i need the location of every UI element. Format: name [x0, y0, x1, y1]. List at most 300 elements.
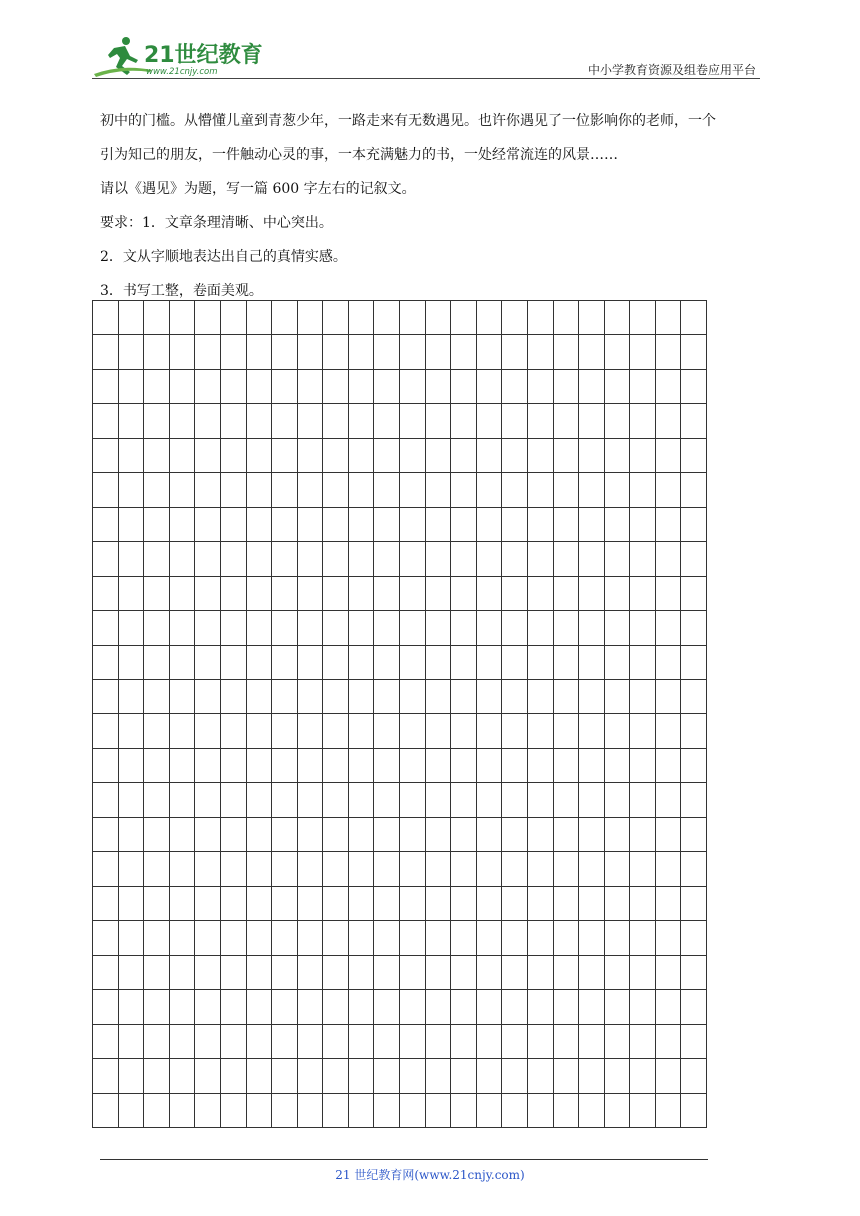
grid-cell	[630, 887, 656, 921]
grid-cell	[272, 335, 298, 369]
grid-cell	[272, 852, 298, 886]
grid-cell	[247, 301, 273, 335]
grid-cell	[195, 473, 221, 507]
grid-cell	[681, 404, 707, 438]
grid-cell	[374, 749, 400, 783]
grid-cell	[426, 990, 452, 1024]
grid-cell	[477, 646, 503, 680]
grid-cell	[170, 714, 196, 748]
grid-cell	[528, 956, 554, 990]
grid-cell	[221, 783, 247, 817]
grid-cell	[170, 956, 196, 990]
grid-cell	[374, 818, 400, 852]
prompt-line: 引为知己的朋友，一件触动心灵的事，一本充满魅力的书，一处经常流连的风景……	[100, 147, 618, 163]
grid-cell	[656, 714, 682, 748]
grid-cell	[656, 956, 682, 990]
grid-cell	[426, 611, 452, 645]
grid-cell	[119, 921, 145, 955]
grid-cell	[374, 508, 400, 542]
grid-cell	[349, 783, 375, 817]
grid-cell	[400, 818, 426, 852]
grid-cell	[349, 473, 375, 507]
grid-cell	[426, 542, 452, 576]
grid-cell	[323, 1025, 349, 1059]
grid-cell	[349, 852, 375, 886]
grid-cell	[605, 301, 631, 335]
grid-cell	[170, 577, 196, 611]
grid-cell	[272, 818, 298, 852]
grid-cell	[656, 577, 682, 611]
grid-cell	[656, 749, 682, 783]
grid-cell	[323, 301, 349, 335]
grid-cell	[221, 887, 247, 921]
grid-cell	[221, 473, 247, 507]
grid-cell	[323, 887, 349, 921]
grid-cell	[528, 921, 554, 955]
grid-cell	[119, 439, 145, 473]
grid-cell	[579, 370, 605, 404]
grid-cell	[119, 887, 145, 921]
grid-cell	[221, 818, 247, 852]
grid-cell	[528, 508, 554, 542]
grid-cell	[400, 577, 426, 611]
grid-cell	[119, 749, 145, 783]
grid-cell	[656, 611, 682, 645]
grid-cell	[170, 887, 196, 921]
grid-cell	[93, 404, 119, 438]
grid-cell	[426, 439, 452, 473]
grid-cell	[170, 1059, 196, 1093]
grid-cell	[605, 370, 631, 404]
grid-cell	[93, 335, 119, 369]
grid-cell	[170, 508, 196, 542]
grid-cell	[221, 335, 247, 369]
grid-cell	[528, 887, 554, 921]
grid-cell	[400, 990, 426, 1024]
grid-cell	[528, 852, 554, 886]
grid-cell	[221, 990, 247, 1024]
grid-cell	[144, 921, 170, 955]
grid-cell	[656, 335, 682, 369]
grid-cell	[400, 680, 426, 714]
grid-cell	[630, 956, 656, 990]
grid-cell	[298, 1059, 324, 1093]
grid-cell	[681, 439, 707, 473]
grid-cell	[272, 956, 298, 990]
grid-cell	[272, 783, 298, 817]
grid-cell	[93, 611, 119, 645]
grid-cell	[605, 818, 631, 852]
grid-cell	[195, 680, 221, 714]
grid-cell	[93, 646, 119, 680]
grid-cell	[656, 301, 682, 335]
grid-cell	[630, 818, 656, 852]
grid-cell	[630, 439, 656, 473]
grid-cell	[374, 1094, 400, 1128]
grid-cell	[681, 1094, 707, 1128]
grid-cell	[579, 714, 605, 748]
grid-cell	[144, 887, 170, 921]
grid-cell	[656, 921, 682, 955]
grid-cell	[93, 990, 119, 1024]
grid-cell	[93, 818, 119, 852]
grid-cell	[247, 370, 273, 404]
grid-cell	[170, 783, 196, 817]
grid-cell	[349, 956, 375, 990]
grid-cell	[349, 646, 375, 680]
grid-cell	[426, 749, 452, 783]
grid-cell	[451, 1059, 477, 1093]
grid-cell	[170, 1025, 196, 1059]
grid-cell	[630, 508, 656, 542]
grid-cell	[477, 404, 503, 438]
grid-cell	[630, 335, 656, 369]
grid-cell	[451, 335, 477, 369]
grid-cell	[195, 714, 221, 748]
grid-cell	[272, 473, 298, 507]
grid-cell	[426, 714, 452, 748]
grid-cell	[221, 301, 247, 335]
grid-cell	[323, 439, 349, 473]
grid-cell	[605, 473, 631, 507]
grid-cell	[323, 370, 349, 404]
grid-cell	[502, 783, 528, 817]
grid-cell	[272, 680, 298, 714]
grid-cell	[170, 852, 196, 886]
grid-cell	[451, 577, 477, 611]
grid-cell	[502, 335, 528, 369]
grid-cell	[528, 990, 554, 1024]
grid-cell	[502, 439, 528, 473]
grid-cell	[630, 1059, 656, 1093]
grid-cell	[605, 887, 631, 921]
grid-cell	[426, 370, 452, 404]
grid-cell	[119, 473, 145, 507]
grid-cell	[400, 1059, 426, 1093]
logo-text: 21世纪教育	[144, 43, 263, 68]
grid-cell	[93, 508, 119, 542]
question-text	[100, 104, 764, 308]
grid-cell	[681, 646, 707, 680]
grid-cell	[528, 1059, 554, 1093]
grid-cell	[247, 714, 273, 748]
grid-cell	[272, 1094, 298, 1128]
grid-cell	[323, 714, 349, 748]
grid-cell	[272, 1025, 298, 1059]
grid-cell	[170, 473, 196, 507]
grid-cell	[298, 680, 324, 714]
grid-cell	[451, 439, 477, 473]
grid-cell	[477, 611, 503, 645]
grid-cell	[272, 1059, 298, 1093]
grid-cell	[144, 1094, 170, 1128]
task-line: 请以《遇见》为题，写一篇 600 字左右的记叙文。	[100, 181, 416, 197]
grid-cell	[323, 1059, 349, 1093]
grid-cell	[221, 1094, 247, 1128]
grid-cell	[298, 577, 324, 611]
grid-cell	[426, 921, 452, 955]
grid-cell	[119, 404, 145, 438]
logo-url: www.21cnjy.com	[146, 67, 218, 77]
grid-cell	[630, 301, 656, 335]
grid-cell	[502, 508, 528, 542]
grid-cell	[119, 646, 145, 680]
grid-cell	[477, 301, 503, 335]
grid-cell	[681, 542, 707, 576]
grid-cell	[247, 404, 273, 438]
grid-cell	[298, 887, 324, 921]
header-divider	[92, 78, 760, 79]
grid-cell	[400, 301, 426, 335]
grid-cell	[451, 956, 477, 990]
grid-cell	[221, 1025, 247, 1059]
grid-cell	[681, 680, 707, 714]
grid-cell	[656, 508, 682, 542]
grid-cell	[528, 335, 554, 369]
grid-cell	[605, 749, 631, 783]
grid-cell	[374, 335, 400, 369]
grid-cell	[144, 714, 170, 748]
grid-cell	[554, 508, 580, 542]
grid-cell	[144, 646, 170, 680]
grid-cell	[323, 473, 349, 507]
grid-cell	[528, 680, 554, 714]
grid-cell	[374, 577, 400, 611]
grid-cell	[477, 749, 503, 783]
grid-cell	[298, 404, 324, 438]
grid-cell	[170, 611, 196, 645]
grid-cell	[221, 508, 247, 542]
grid-cell	[451, 714, 477, 748]
grid-cell	[426, 818, 452, 852]
grid-cell	[247, 646, 273, 680]
grid-cell	[247, 1025, 273, 1059]
grid-cell	[630, 577, 656, 611]
grid-cell	[298, 852, 324, 886]
grid-cell	[681, 749, 707, 783]
grid-cell	[247, 818, 273, 852]
grid-cell	[579, 818, 605, 852]
grid-cell	[119, 370, 145, 404]
grid-cell	[630, 852, 656, 886]
grid-cell	[451, 852, 477, 886]
grid-cell	[605, 646, 631, 680]
grid-cell	[502, 680, 528, 714]
grid-cell	[579, 577, 605, 611]
grid-cell	[579, 921, 605, 955]
grid-cell	[144, 335, 170, 369]
grid-cell	[221, 852, 247, 886]
grid-cell	[400, 921, 426, 955]
writing-grid	[92, 300, 707, 1128]
grid-cell	[298, 990, 324, 1024]
grid-cell	[451, 542, 477, 576]
grid-cell	[681, 921, 707, 955]
grid-cell	[681, 783, 707, 817]
grid-cell	[93, 439, 119, 473]
grid-cell	[144, 301, 170, 335]
grid-cell	[93, 749, 119, 783]
grid-cell	[681, 577, 707, 611]
grid-cell	[528, 714, 554, 748]
grid-cell	[451, 473, 477, 507]
grid-cell	[170, 301, 196, 335]
grid-cell	[323, 749, 349, 783]
grid-cell	[630, 783, 656, 817]
grid-cell	[477, 956, 503, 990]
grid-cell	[349, 680, 375, 714]
grid-cell	[298, 370, 324, 404]
grid-cell	[349, 370, 375, 404]
grid-cell	[195, 542, 221, 576]
grid-cell	[93, 542, 119, 576]
grid-cell	[221, 370, 247, 404]
grid-cell	[554, 818, 580, 852]
grid-cell	[144, 1025, 170, 1059]
grid-cell	[477, 852, 503, 886]
grid-cell	[323, 818, 349, 852]
grid-cell	[477, 990, 503, 1024]
grid-cell	[451, 783, 477, 817]
grid-cell	[144, 956, 170, 990]
grid-cell	[426, 473, 452, 507]
grid-cell	[630, 921, 656, 955]
grid-cell	[272, 646, 298, 680]
grid-cell	[195, 370, 221, 404]
grid-cell	[554, 542, 580, 576]
grid-cell	[298, 749, 324, 783]
grid-cell	[528, 473, 554, 507]
grid-cell	[579, 508, 605, 542]
grid-cell	[400, 646, 426, 680]
grid-cell	[323, 404, 349, 438]
grid-cell	[554, 956, 580, 990]
grid-cell	[374, 439, 400, 473]
grid-cell	[451, 1025, 477, 1059]
grid-cell	[93, 1025, 119, 1059]
grid-cell	[426, 887, 452, 921]
grid-cell	[272, 508, 298, 542]
grid-cell	[502, 1025, 528, 1059]
grid-cell	[400, 404, 426, 438]
grid-cell	[579, 404, 605, 438]
grid-cell	[681, 611, 707, 645]
grid-cell	[528, 370, 554, 404]
grid-cell	[195, 990, 221, 1024]
grid-cell	[426, 1059, 452, 1093]
grid-cell	[502, 714, 528, 748]
grid-cell	[630, 370, 656, 404]
grid-cell	[681, 1059, 707, 1093]
grid-cell	[170, 749, 196, 783]
grid-cell	[502, 1059, 528, 1093]
grid-cell	[426, 852, 452, 886]
grid-cell	[528, 749, 554, 783]
grid-cell	[400, 439, 426, 473]
grid-cell	[93, 714, 119, 748]
grid-cell	[298, 646, 324, 680]
grid-cell	[247, 473, 273, 507]
grid-cell	[681, 1025, 707, 1059]
grid-cell	[119, 714, 145, 748]
grid-cell	[681, 852, 707, 886]
grid-cell	[144, 680, 170, 714]
grid-cell	[451, 921, 477, 955]
grid-cell	[579, 301, 605, 335]
grid-cell	[579, 1059, 605, 1093]
grid-cell	[221, 921, 247, 955]
grid-cell	[195, 783, 221, 817]
grid-cell	[298, 921, 324, 955]
grid-cell	[477, 439, 503, 473]
grid-cell	[170, 404, 196, 438]
grid-cell	[528, 818, 554, 852]
grid-cell	[221, 680, 247, 714]
grid-cell	[93, 921, 119, 955]
grid-cell	[656, 1025, 682, 1059]
grid-cell	[605, 990, 631, 1024]
grid-cell	[195, 508, 221, 542]
grid-cell	[170, 990, 196, 1024]
grid-cell	[349, 714, 375, 748]
grid-cell	[579, 956, 605, 990]
grid-cell	[426, 508, 452, 542]
grid-cell	[579, 887, 605, 921]
grid-cell	[298, 473, 324, 507]
grid-cell	[605, 577, 631, 611]
grid-cell	[298, 508, 324, 542]
grid-cell	[451, 370, 477, 404]
grid-cell	[144, 749, 170, 783]
grid-cell	[426, 335, 452, 369]
grid-cell	[221, 611, 247, 645]
grid-cell	[374, 1025, 400, 1059]
grid-cell	[374, 783, 400, 817]
grid-cell	[119, 577, 145, 611]
grid-cell	[554, 680, 580, 714]
grid-cell	[323, 611, 349, 645]
grid-cell	[374, 921, 400, 955]
grid-cell	[554, 439, 580, 473]
grid-cell	[554, 921, 580, 955]
grid-cell	[502, 1094, 528, 1128]
grid-cell	[502, 577, 528, 611]
grid-cell	[272, 542, 298, 576]
grid-cell	[247, 611, 273, 645]
grid-cell	[323, 680, 349, 714]
grid-cell	[681, 818, 707, 852]
grid-cell	[528, 783, 554, 817]
grid-cell	[630, 542, 656, 576]
grid-cell	[221, 714, 247, 748]
grid-cell	[400, 887, 426, 921]
grid-cell	[579, 335, 605, 369]
grid-cell	[195, 1094, 221, 1128]
grid-cell	[298, 542, 324, 576]
grid-cell	[195, 818, 221, 852]
grid-cell	[554, 990, 580, 1024]
grid-cell	[221, 749, 247, 783]
grid-cell	[144, 439, 170, 473]
grid-cell	[605, 783, 631, 817]
grid-cell	[247, 783, 273, 817]
grid-cell	[374, 542, 400, 576]
grid-cell	[656, 404, 682, 438]
grid-cell	[605, 921, 631, 955]
grid-cell	[477, 921, 503, 955]
grid-cell	[349, 1094, 375, 1128]
grid-cell	[93, 680, 119, 714]
